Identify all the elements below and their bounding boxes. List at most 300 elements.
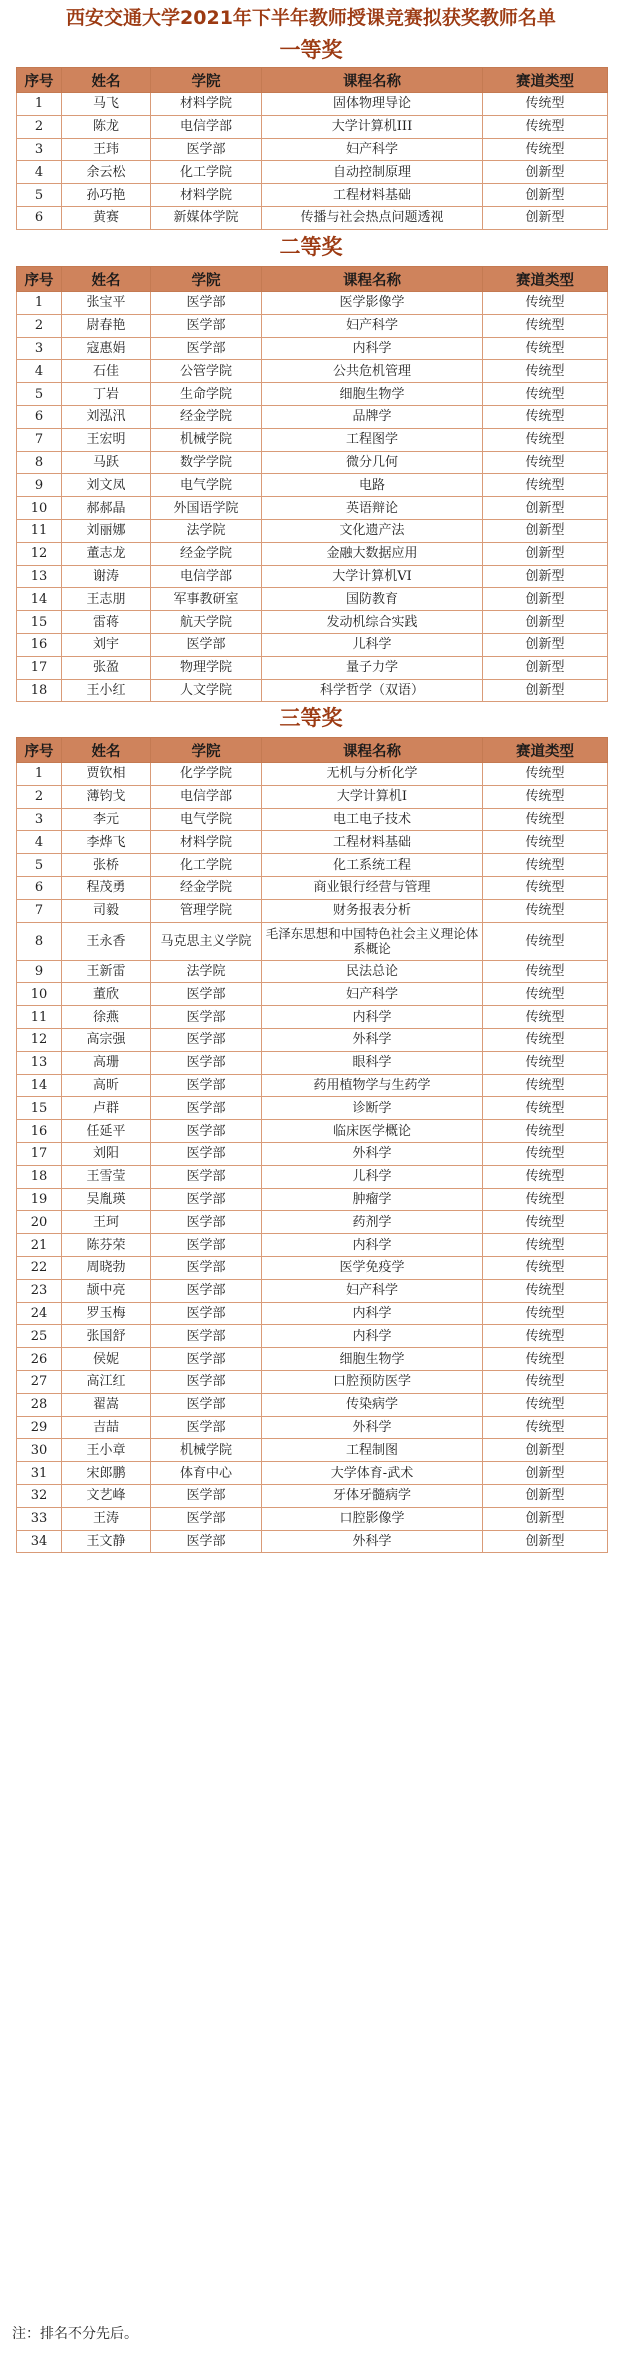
cell-course: 科学哲学（双语） (262, 679, 483, 702)
cell-course: 大学计算机VI (262, 565, 483, 588)
cell-name: 高江红 (62, 1370, 151, 1393)
table-row (17, 93, 608, 116)
cell-index: 7 (17, 899, 62, 922)
cell-index: 2 (17, 314, 62, 337)
cell-college: 航天学院 (151, 611, 262, 634)
table-row (17, 337, 608, 360)
cell-course: 儿科学 (262, 633, 483, 656)
cell-name: 薄钧戈 (62, 785, 151, 808)
table-row (17, 876, 608, 899)
table-row (17, 314, 608, 337)
table-row (17, 1188, 608, 1211)
cell-track: 创新型 (483, 161, 608, 184)
cell-name: 吉喆 (62, 1416, 151, 1439)
cell-name: 宋郎鹏 (62, 1462, 151, 1485)
cell-course: 电路 (262, 474, 483, 497)
table-header-row (17, 68, 608, 93)
cell-college: 管理学院 (151, 899, 262, 922)
cell-college: 法学院 (151, 519, 262, 542)
cell-course: 民法总论 (262, 960, 483, 983)
table-row (17, 451, 608, 474)
cell-name: 刘文凤 (62, 474, 151, 497)
cell-name: 王小章 (62, 1439, 151, 1462)
table-row (17, 1142, 608, 1165)
table-row (17, 1051, 608, 1074)
cell-college: 医学部 (151, 292, 262, 315)
cell-index: 3 (17, 808, 62, 831)
cell-name: 高珊 (62, 1051, 151, 1074)
table-row (17, 983, 608, 1006)
cell-name: 颉中亮 (62, 1279, 151, 1302)
cell-course: 临床医学概论 (262, 1120, 483, 1143)
cell-college: 经金学院 (151, 542, 262, 565)
table-row (17, 1530, 608, 1553)
cell-track: 传统型 (483, 831, 608, 854)
cell-name: 陈龙 (62, 115, 151, 138)
cell-college: 马克思主义学院 (151, 922, 262, 960)
cell-college: 电气学院 (151, 808, 262, 831)
cell-index: 18 (17, 1165, 62, 1188)
footnote: 注：排名不分先后。 (12, 2326, 138, 2342)
cell-index: 30 (17, 1439, 62, 1462)
cell-track: 创新型 (483, 1484, 608, 1507)
cell-track: 传统型 (483, 474, 608, 497)
table-row (17, 292, 608, 315)
cell-track: 传统型 (483, 1325, 608, 1348)
column-header: 赛道类型 (483, 267, 608, 292)
cell-track: 传统型 (483, 314, 608, 337)
cell-index: 4 (17, 161, 62, 184)
cell-track: 传统型 (483, 405, 608, 428)
cell-track: 创新型 (483, 206, 608, 229)
table-row (17, 1006, 608, 1029)
table-row (17, 360, 608, 383)
cell-track: 传统型 (483, 360, 608, 383)
cell-name: 张桥 (62, 854, 151, 877)
cell-index: 22 (17, 1256, 62, 1279)
cell-name: 王永香 (62, 922, 151, 960)
cell-name: 张盈 (62, 656, 151, 679)
table-row (17, 1370, 608, 1393)
cell-name: 侯妮 (62, 1348, 151, 1371)
cell-name: 王玮 (62, 138, 151, 161)
cell-track: 传统型 (483, 763, 608, 786)
cell-course: 大学计算机III (262, 115, 483, 138)
cell-track: 传统型 (483, 785, 608, 808)
cell-index: 15 (17, 611, 62, 634)
cell-index: 17 (17, 656, 62, 679)
table-header-row (17, 738, 608, 763)
cell-course: 细胞生物学 (262, 1348, 483, 1371)
cell-index: 5 (17, 383, 62, 406)
cell-name: 刘泓汛 (62, 405, 151, 428)
cell-name: 李元 (62, 808, 151, 831)
cell-college: 医学部 (151, 1484, 262, 1507)
column-header: 课程名称 (262, 738, 483, 763)
cell-course: 微分几何 (262, 451, 483, 474)
cell-index: 12 (17, 542, 62, 565)
cell-course: 工程制图 (262, 1439, 483, 1462)
cell-course: 内科学 (262, 1325, 483, 1348)
cell-name: 张宝平 (62, 292, 151, 315)
column-header: 姓名 (62, 738, 151, 763)
cell-index: 20 (17, 1211, 62, 1234)
cell-college: 医学部 (151, 1416, 262, 1439)
table-row (17, 656, 608, 679)
first-prize-table (16, 67, 608, 230)
cell-name: 陈芬荣 (62, 1234, 151, 1257)
table-row (17, 831, 608, 854)
cell-college: 法学院 (151, 960, 262, 983)
cell-name: 司毅 (62, 899, 151, 922)
cell-course: 电工电子技术 (262, 808, 483, 831)
cell-track: 创新型 (483, 679, 608, 702)
cell-name: 卢群 (62, 1097, 151, 1120)
table-row (17, 1484, 608, 1507)
cell-course: 商业银行经营与管理 (262, 876, 483, 899)
cell-course: 大学计算机I (262, 785, 483, 808)
cell-index: 27 (17, 1370, 62, 1393)
cell-name: 程茂勇 (62, 876, 151, 899)
cell-course: 工程图学 (262, 428, 483, 451)
cell-college: 材料学院 (151, 831, 262, 854)
column-header: 姓名 (62, 267, 151, 292)
cell-track: 创新型 (483, 542, 608, 565)
cell-name: 寇惠娟 (62, 337, 151, 360)
cell-name: 文艺峰 (62, 1484, 151, 1507)
cell-name: 王涛 (62, 1507, 151, 1530)
cell-track: 创新型 (483, 656, 608, 679)
cell-college: 医学部 (151, 1120, 262, 1143)
cell-index: 16 (17, 1120, 62, 1143)
column-header: 课程名称 (262, 68, 483, 93)
cell-track: 传统型 (483, 1074, 608, 1097)
cell-course: 口腔影像学 (262, 1507, 483, 1530)
table-row (17, 497, 608, 520)
cell-track: 传统型 (483, 1142, 608, 1165)
cell-index: 4 (17, 360, 62, 383)
table-row (17, 1256, 608, 1279)
cell-college: 医学部 (151, 983, 262, 1006)
cell-name: 王文静 (62, 1530, 151, 1553)
cell-name: 马飞 (62, 93, 151, 116)
cell-index: 10 (17, 497, 62, 520)
cell-index: 9 (17, 960, 62, 983)
cell-track: 传统型 (483, 854, 608, 877)
cell-course: 妇产科学 (262, 983, 483, 1006)
cell-course: 外科学 (262, 1416, 483, 1439)
table-row (17, 1120, 608, 1143)
cell-college: 医学部 (151, 1348, 262, 1371)
cell-index: 2 (17, 785, 62, 808)
table-row (17, 1279, 608, 1302)
cell-index: 19 (17, 1188, 62, 1211)
cell-track: 传统型 (483, 1302, 608, 1325)
cell-college: 医学部 (151, 1325, 262, 1348)
table-row (17, 542, 608, 565)
cell-course: 化工系统工程 (262, 854, 483, 877)
cell-college: 医学部 (151, 1530, 262, 1553)
column-header: 序号 (17, 738, 62, 763)
cell-college: 电信学部 (151, 115, 262, 138)
cell-index: 26 (17, 1348, 62, 1371)
cell-track: 传统型 (483, 1416, 608, 1439)
table-row (17, 611, 608, 634)
cell-course: 金融大数据应用 (262, 542, 483, 565)
cell-college: 医学部 (151, 1279, 262, 1302)
cell-college: 医学部 (151, 1234, 262, 1257)
table-row (17, 1325, 608, 1348)
cell-name: 董志龙 (62, 542, 151, 565)
cell-course: 内科学 (262, 1302, 483, 1325)
cell-index: 34 (17, 1530, 62, 1553)
cell-name: 翟嵩 (62, 1393, 151, 1416)
cell-college: 医学部 (151, 138, 262, 161)
cell-course: 诊断学 (262, 1097, 483, 1120)
cell-course: 内科学 (262, 1234, 483, 1257)
cell-name: 余云松 (62, 161, 151, 184)
cell-name: 刘宇 (62, 633, 151, 656)
cell-index: 25 (17, 1325, 62, 1348)
cell-index: 5 (17, 184, 62, 207)
cell-course: 无机与分析化学 (262, 763, 483, 786)
table-row (17, 1028, 608, 1051)
cell-course: 自动控制原理 (262, 161, 483, 184)
cell-name: 丁岩 (62, 383, 151, 406)
cell-track: 传统型 (483, 899, 608, 922)
cell-track: 传统型 (483, 960, 608, 983)
cell-index: 13 (17, 1051, 62, 1074)
cell-name: 刘丽娜 (62, 519, 151, 542)
table-row (17, 115, 608, 138)
cell-index: 1 (17, 763, 62, 786)
cell-track: 传统型 (483, 1097, 608, 1120)
column-header: 序号 (17, 267, 62, 292)
cell-college: 公管学院 (151, 360, 262, 383)
table-row (17, 1348, 608, 1371)
cell-college: 医学部 (151, 1028, 262, 1051)
cell-track: 创新型 (483, 1530, 608, 1553)
cell-college: 医学部 (151, 1507, 262, 1530)
cell-index: 1 (17, 292, 62, 315)
cell-college: 军事教研室 (151, 588, 262, 611)
cell-college: 机械学院 (151, 1439, 262, 1462)
cell-track: 传统型 (483, 1006, 608, 1029)
cell-name: 黄赛 (62, 206, 151, 229)
cell-track: 传统型 (483, 451, 608, 474)
cell-college: 医学部 (151, 1006, 262, 1029)
second-prize-table (16, 266, 608, 702)
cell-course: 传播与社会热点问题透视 (262, 206, 483, 229)
cell-track: 传统型 (483, 1393, 608, 1416)
table-row (17, 1097, 608, 1120)
cell-college: 医学部 (151, 1165, 262, 1188)
table-row (17, 1462, 608, 1485)
cell-index: 9 (17, 474, 62, 497)
cell-track: 传统型 (483, 1234, 608, 1257)
cell-name: 任延平 (62, 1120, 151, 1143)
column-header: 赛道类型 (483, 738, 608, 763)
cell-index: 6 (17, 405, 62, 428)
table-row (17, 405, 608, 428)
cell-college: 外国语学院 (151, 497, 262, 520)
table-row (17, 1507, 608, 1530)
table-row (17, 633, 608, 656)
cell-course: 内科学 (262, 337, 483, 360)
cell-index: 7 (17, 428, 62, 451)
cell-index: 11 (17, 1006, 62, 1029)
cell-name: 尉春艳 (62, 314, 151, 337)
cell-name: 马跃 (62, 451, 151, 474)
cell-college: 电信学部 (151, 565, 262, 588)
cell-course: 工程材料基础 (262, 184, 483, 207)
cell-college: 材料学院 (151, 184, 262, 207)
cell-college: 化学学院 (151, 763, 262, 786)
column-header: 赛道类型 (483, 68, 608, 93)
table-row (17, 763, 608, 786)
table-row (17, 808, 608, 831)
cell-index: 2 (17, 115, 62, 138)
table-row (17, 1234, 608, 1257)
table-row (17, 588, 608, 611)
cell-college: 医学部 (151, 1074, 262, 1097)
table-row (17, 679, 608, 702)
cell-course: 毛泽东思想和中国特色社会主义理论体系概论 (262, 922, 483, 960)
cell-course: 工程材料基础 (262, 831, 483, 854)
cell-college: 医学部 (151, 1370, 262, 1393)
cell-track: 传统型 (483, 292, 608, 315)
table-row (17, 922, 608, 960)
table-header-row (17, 267, 608, 292)
cell-course: 牙体牙髓病学 (262, 1484, 483, 1507)
section-title-third-prize: 三等奖 (279, 706, 343, 730)
cell-index: 13 (17, 565, 62, 588)
cell-name: 谢涛 (62, 565, 151, 588)
page-title: 西安交通大学2021年下半年教师授课竞赛拟获奖教师名单 (66, 7, 556, 29)
cell-name: 孙巧艳 (62, 184, 151, 207)
cell-name: 郝郝晶 (62, 497, 151, 520)
cell-index: 21 (17, 1234, 62, 1257)
cell-course: 儿科学 (262, 1165, 483, 1188)
cell-track: 传统型 (483, 337, 608, 360)
cell-college: 医学部 (151, 1142, 262, 1165)
cell-course: 妇产科学 (262, 138, 483, 161)
table-row (17, 960, 608, 983)
cell-course: 外科学 (262, 1530, 483, 1553)
cell-course: 英语辩论 (262, 497, 483, 520)
cell-track: 传统型 (483, 1256, 608, 1279)
cell-course: 量子力学 (262, 656, 483, 679)
cell-track: 创新型 (483, 1462, 608, 1485)
cell-index: 3 (17, 337, 62, 360)
cell-name: 王宏明 (62, 428, 151, 451)
cell-index: 29 (17, 1416, 62, 1439)
cell-track: 创新型 (483, 1507, 608, 1530)
cell-name: 王雪莹 (62, 1165, 151, 1188)
table-row (17, 854, 608, 877)
column-header: 姓名 (62, 68, 151, 93)
table-row (17, 1165, 608, 1188)
cell-course: 医学免疫学 (262, 1256, 483, 1279)
cell-index: 32 (17, 1484, 62, 1507)
cell-course: 肿瘤学 (262, 1188, 483, 1211)
table-row (17, 184, 608, 207)
table-row (17, 785, 608, 808)
cell-college: 医学部 (151, 1051, 262, 1074)
cell-college: 新媒体学院 (151, 206, 262, 229)
cell-track: 传统型 (483, 922, 608, 960)
cell-track: 传统型 (483, 1051, 608, 1074)
section-title-first-prize: 一等奖 (279, 38, 343, 62)
column-header: 学院 (151, 738, 262, 763)
section-title-second-prize: 二等奖 (279, 235, 343, 259)
table-row (17, 1393, 608, 1416)
cell-college: 体育中心 (151, 1462, 262, 1485)
table-row (17, 1439, 608, 1462)
cell-track: 传统型 (483, 1211, 608, 1234)
cell-track: 传统型 (483, 1348, 608, 1371)
cell-name: 贾钦相 (62, 763, 151, 786)
column-header: 序号 (17, 68, 62, 93)
cell-college: 机械学院 (151, 428, 262, 451)
cell-college: 医学部 (151, 1256, 262, 1279)
cell-index: 31 (17, 1462, 62, 1485)
table-row (17, 1074, 608, 1097)
cell-college: 生命学院 (151, 383, 262, 406)
cell-college: 人文学院 (151, 679, 262, 702)
cell-track: 创新型 (483, 184, 608, 207)
cell-index: 24 (17, 1302, 62, 1325)
cell-track: 创新型 (483, 519, 608, 542)
cell-course: 细胞生物学 (262, 383, 483, 406)
cell-index: 17 (17, 1142, 62, 1165)
cell-course: 财务报表分析 (262, 899, 483, 922)
column-header: 课程名称 (262, 267, 483, 292)
cell-course: 传染病学 (262, 1393, 483, 1416)
cell-index: 14 (17, 588, 62, 611)
cell-course: 大学体育-武术 (262, 1462, 483, 1485)
cell-course: 内科学 (262, 1006, 483, 1029)
cell-index: 23 (17, 1279, 62, 1302)
table-row (17, 383, 608, 406)
cell-track: 创新型 (483, 497, 608, 520)
cell-college: 经金学院 (151, 876, 262, 899)
cell-index: 15 (17, 1097, 62, 1120)
cell-college: 化工学院 (151, 854, 262, 877)
table-row (17, 1416, 608, 1439)
cell-index: 11 (17, 519, 62, 542)
cell-index: 8 (17, 451, 62, 474)
cell-track: 传统型 (483, 1279, 608, 1302)
cell-course: 药用植物学与生药学 (262, 1074, 483, 1097)
cell-track: 传统型 (483, 1370, 608, 1393)
table-row (17, 899, 608, 922)
cell-track: 创新型 (483, 565, 608, 588)
cell-track: 传统型 (483, 1188, 608, 1211)
cell-track: 传统型 (483, 876, 608, 899)
cell-college: 医学部 (151, 633, 262, 656)
cell-course: 药剂学 (262, 1211, 483, 1234)
cell-course: 外科学 (262, 1028, 483, 1051)
cell-track: 传统型 (483, 1165, 608, 1188)
table-row (17, 1211, 608, 1234)
cell-course: 公共危机管理 (262, 360, 483, 383)
cell-track: 传统型 (483, 983, 608, 1006)
cell-name: 刘阳 (62, 1142, 151, 1165)
cell-course: 发动机综合实践 (262, 611, 483, 634)
third-prize-table (16, 737, 608, 1553)
cell-track: 创新型 (483, 588, 608, 611)
